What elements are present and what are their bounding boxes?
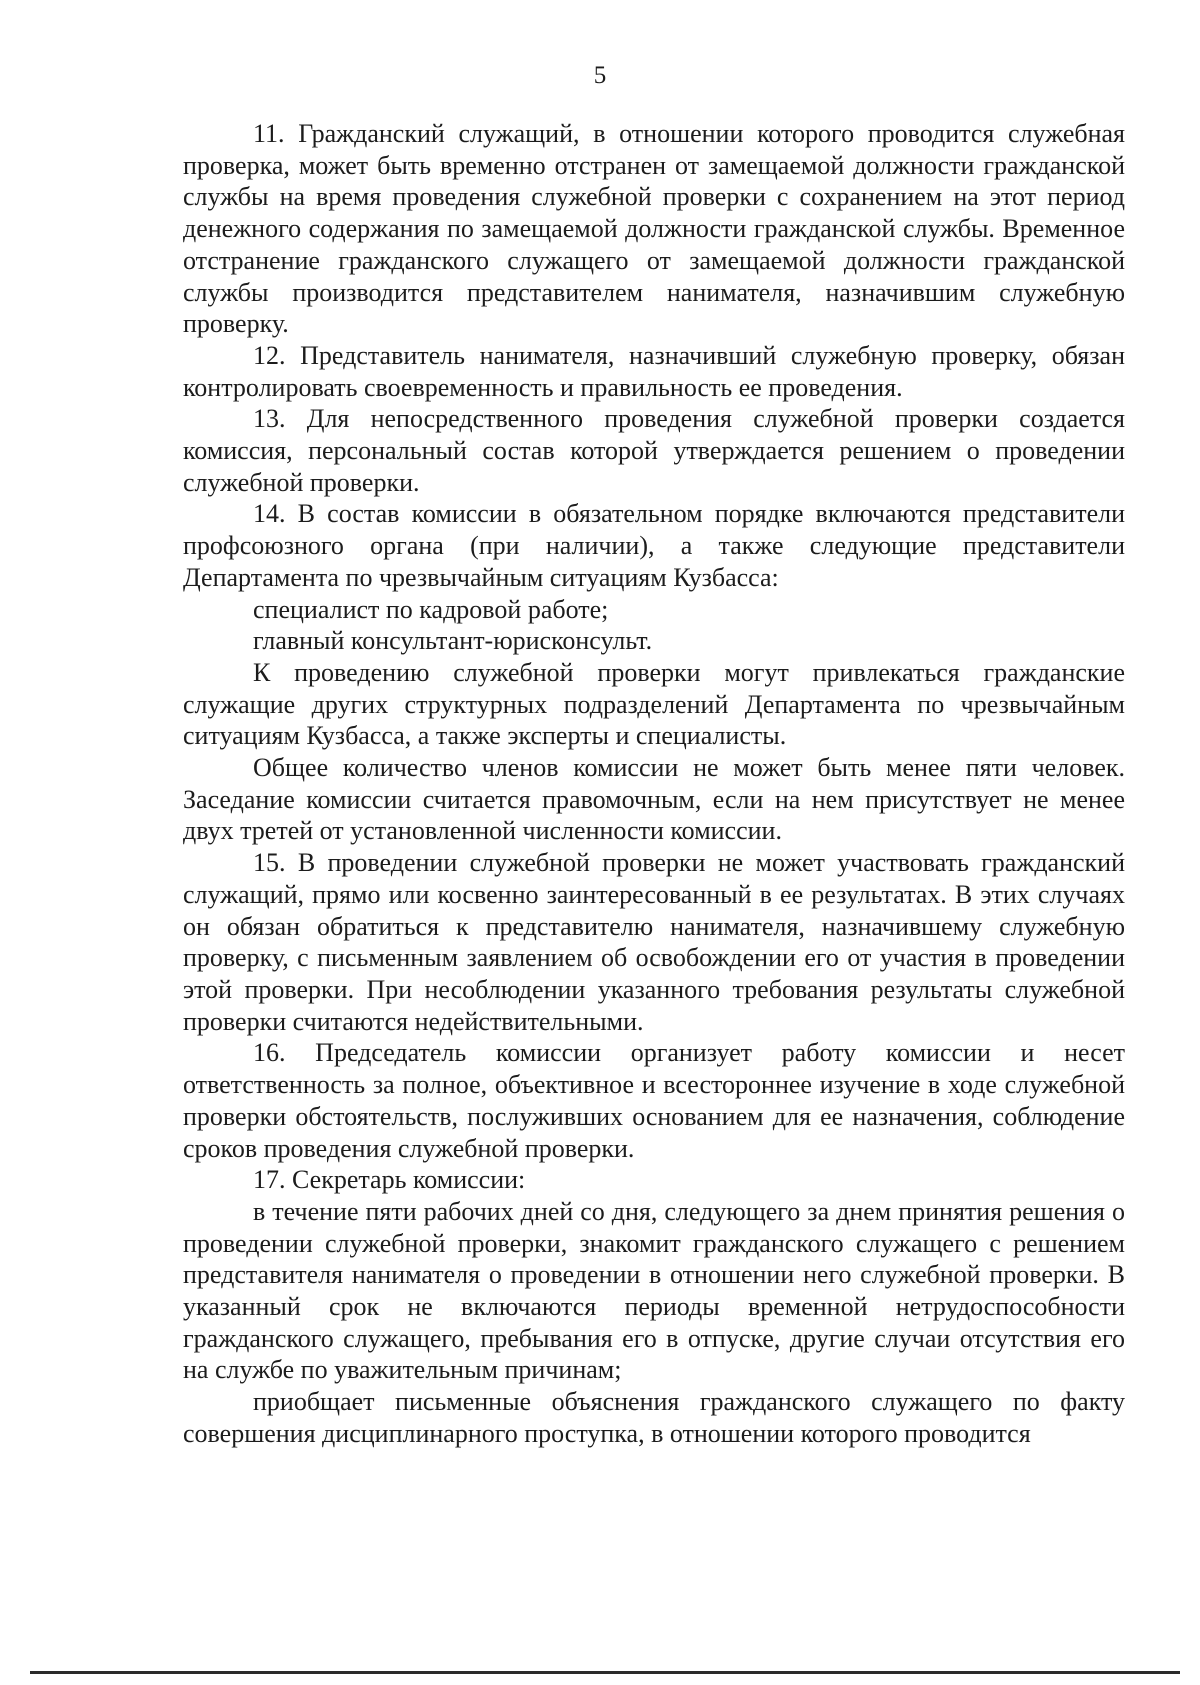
bottom-rule <box>30 1671 1180 1674</box>
paragraph-17: 17. Секретарь комиссии: <box>253 1165 526 1195</box>
paragraph-13: 13. Для непосредственного проведения служебной проверки создается комиссия, персональный состав которой утверждается решением о проведении служебной проверки. <box>183 404 1125 497</box>
paragraph-16: 16. Председатель комиссии организует работу комиссии и несет ответственность за полное, объективное и всестороннее изучение в ходе служебной проверки обстоятельств, послуживших основанием для ее назначения, соблюдение сроков проведения служебной проверки. <box>183 1038 1125 1163</box>
paragraph-17-explanations: приобщает письменные объяснения гражданского служащего по факту совершения дисциплинарного проступка, в отношении которого проводится <box>183 1387 1125 1448</box>
paragraph-12: 12. Представитель нанимателя, назначивший служебную проверку, обязан контролировать своевременность и правильность ее проведения. <box>183 340 1125 402</box>
document-body <box>183 118 1125 1450</box>
paragraph-14: 14. В состав комиссии в обязательном порядке включаются представители профсоюзного органа (при наличии), а также следующие представители Департамента по чрезвычайным ситуациям Кузбасса: <box>183 499 1125 592</box>
paragraph-14-quorum: Общее количество членов комиссии не может быть менее пяти человек. Заседание комиссии считается правомочным, если на нем присутствует не менее двух третей от установленной численности комиссии. <box>183 753 1125 846</box>
paragraph-15: 15. В проведении служебной проверки не может участвовать гражданский служащий, прямо или косвенно заинтересованный в ее результатах. В этих случаях он обязан обратиться к представителю нанимателя, назначившему служебную проверку, с письменным заявлением об освобождении его от участия в проведении этой проверки. При несоблюдении указанного требования результаты служебной проверки считаются недействительными. <box>183 848 1125 1036</box>
paragraph-14-involvement: К проведению служебной проверки могут привлекаться гражданские служащие других структурных подразделений Департамента по чрезвычайным ситуациям Кузбасса, а также эксперты и специалисты. <box>183 657 1125 751</box>
list-item-hr-specialist: специалист по кадровой работе; <box>253 594 609 624</box>
paragraph-11: 11. Гражданский служащий, в отношении которого проводится служебная проверка, может быть временно отстранен от замещаемой должности гражданской службы на время проведения служебной проверки с сохранением на этот период денежного содержания по замещаемой должности гражданской службы. Временное отстранение гражданского служащего от замещаемой должности гражданской службы производится представителем нанимателя, назначившим служебную проверку. <box>183 119 1125 339</box>
paragraph-17-familiarize: в течение пяти рабочих дней со дня, следующего за днем принятия решения о проведении служебной проверки, знакомит гражданского служащего с решением представителя нанимателя о проведении в отношении него служебной проверки. В указанный срок не включаются периоды временной нетрудоспособности гражданского служащего, пребывания его в отпуске, другие случаи отсутствия его на службе по уважительным причинам; <box>183 1196 1125 1385</box>
page-number: 5 <box>593 62 607 89</box>
list-item-legal-consultant: главный консультант-юрисконсульт. <box>253 626 653 656</box>
